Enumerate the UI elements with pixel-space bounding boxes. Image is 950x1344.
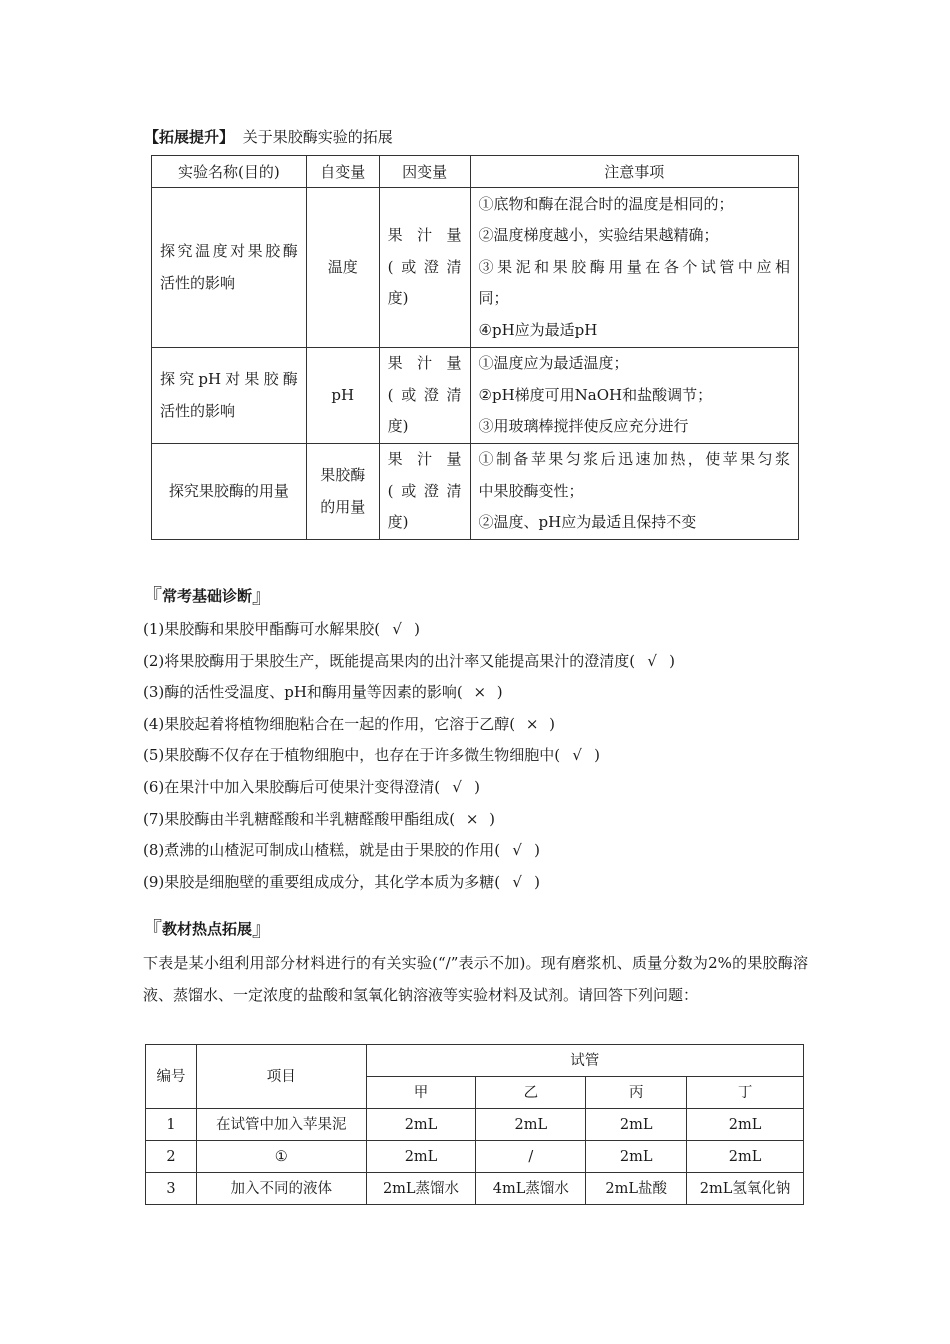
list-item: (5)果胶酶不仅存在于植物细胞中，也存在于许多微生物细胞中( √ ) [143, 740, 675, 772]
row-value: 2mL [476, 1109, 586, 1141]
experiment-table [145, 1044, 804, 1205]
extension-bracket-label: 【拓展提升】 [144, 128, 235, 146]
row-notes: ①温度应为最适温度； ②pH梯度可用NaOH和盐酸调节； ③用玻璃棒搅拌使反应充分进行 [470, 348, 798, 444]
row-item: 加入不同的液体 [196, 1173, 366, 1205]
header-tubes: 试管 [366, 1045, 803, 1077]
answer-mark: √ [392, 620, 402, 638]
row-dependent: 果汁量 (或澄清 度) [379, 348, 470, 444]
list-item: (8)煮沸的山楂泥可制成山楂糕，就是由于果胶的作用( √ ) [143, 835, 675, 867]
row-notes: ①底物和酶在混合时的温度是相同的； ②温度梯度越小，实验结果越精确； ③果泥和果胶酶用量在各个试管中应相 同； ④pH应为最适pH [470, 188, 798, 348]
row-name: 探究pH对果胶酶 活性的影响 [152, 348, 307, 444]
row-notes: ①制备苹果匀浆后迅速加热，使苹果匀浆 中果胶酶变性； ②温度、pH应为最适且保持不变 [470, 444, 798, 540]
answer-mark: √ [452, 777, 462, 796]
list-item: (7)果胶酶由半乳糖醛酸和半乳糖醛酸甲酯组成( × ) [143, 804, 675, 836]
answer-mark: × [473, 683, 487, 702]
extension-header-row [152, 156, 799, 188]
list-item: (6)在果汁中加入果胶酶后可使果汁变得澄清( √ ) [143, 772, 675, 804]
row-value: 2mL氢氧化钠 [687, 1173, 804, 1205]
row-value: 2mL [586, 1109, 687, 1141]
row-value: 4mL蒸馏水 [476, 1173, 586, 1205]
row-value: 2mL蒸馏水 [366, 1173, 476, 1205]
row-number: 1 [146, 1109, 197, 1141]
table-row [146, 1173, 804, 1205]
header-notes: 注意事项 [470, 156, 798, 188]
row-value: 2mL [687, 1141, 804, 1173]
diagnosis-title: 常考基础诊断 [162, 587, 253, 605]
extension-row [152, 188, 799, 348]
row-number: 3 [146, 1173, 197, 1205]
row-name: 探究温度对果胶酶 活性的影响 [152, 188, 307, 348]
hotspot-paragraph: 下表是某小组利用部分材料进行的有关实验(“/”表示不加)。现有磨浆机、质量分数为2%的果胶酶溶液、蒸馏水、一定浓度的盐酸和氢氧化钠溶液等实验材料及试剂。请回答下列问题： [143, 954, 808, 1004]
row-independent: 果胶酶 的用量 [306, 444, 379, 540]
row-name: 探究果胶酶的用量 [152, 444, 307, 540]
tube-label: 丁 [687, 1077, 804, 1109]
table-row [146, 1109, 804, 1141]
answer-mark: × [525, 714, 539, 733]
header-name: 实验名称(目的) [152, 156, 307, 188]
extension-row [152, 348, 799, 444]
extension-row [152, 444, 799, 540]
row-value: / [476, 1141, 586, 1173]
diagnosis-heading: 『常考基础诊断』 [142, 584, 273, 608]
hotspot-title: 教材热点拓展 [162, 920, 253, 938]
list-item: (3)酶的活性受温度、pH和酶用量等因素的影响( × ) [143, 677, 675, 709]
tube-label: 乙 [476, 1077, 586, 1109]
answer-mark: √ [512, 872, 522, 891]
row-independent: 温度 [306, 188, 379, 348]
list-item: (1)果胶酶和果胶甲酯酶可水解果胶( √ ) [143, 614, 675, 646]
extension-title: 关于果胶酶实验的拓展 [242, 128, 393, 146]
row-item: 在试管中加入苹果泥 [196, 1109, 366, 1141]
list-item: (2)将果胶酶用于果胶生产，既能提高果肉的出汁率又能提高果汁的澄清度( √ ) [143, 646, 675, 678]
answer-mark: √ [572, 746, 582, 765]
tube-label: 甲 [366, 1077, 476, 1109]
row-dependent: 果汁量 (或澄清 度) [379, 188, 470, 348]
extension-table [151, 155, 799, 540]
row-value: 2mL盐酸 [586, 1173, 687, 1205]
row-value: 2mL [586, 1141, 687, 1173]
row-number: 2 [146, 1141, 197, 1173]
row-value: 2mL [366, 1141, 476, 1173]
header-dependent: 因变量 [379, 156, 470, 188]
row-item: ① [196, 1141, 366, 1173]
diagnosis-list [143, 614, 675, 898]
header-item: 项目 [196, 1045, 366, 1109]
header-independent: 自变量 [306, 156, 379, 188]
row-dependent: 果汁量 (或澄清 度) [379, 444, 470, 540]
table-row [146, 1141, 804, 1173]
list-item: (4)果胶起着将植物细胞粘合在一起的作用，它溶于乙醇( × ) [143, 709, 675, 741]
answer-mark: √ [647, 651, 657, 670]
extension-heading [144, 126, 393, 147]
row-value: 2mL [366, 1109, 476, 1141]
experiment-header-row [146, 1045, 804, 1077]
hotspot-heading: 『教材热点拓展』 [142, 917, 273, 941]
header-number: 编号 [146, 1045, 197, 1109]
tube-label: 丙 [586, 1077, 687, 1109]
answer-mark: √ [512, 841, 522, 860]
row-value: 2mL [687, 1109, 804, 1141]
list-item: (9)果胶是细胞壁的重要组成成分，其化学本质为多糖( √ ) [143, 867, 675, 899]
answer-mark: × [465, 809, 479, 828]
row-independent: pH [306, 348, 379, 444]
